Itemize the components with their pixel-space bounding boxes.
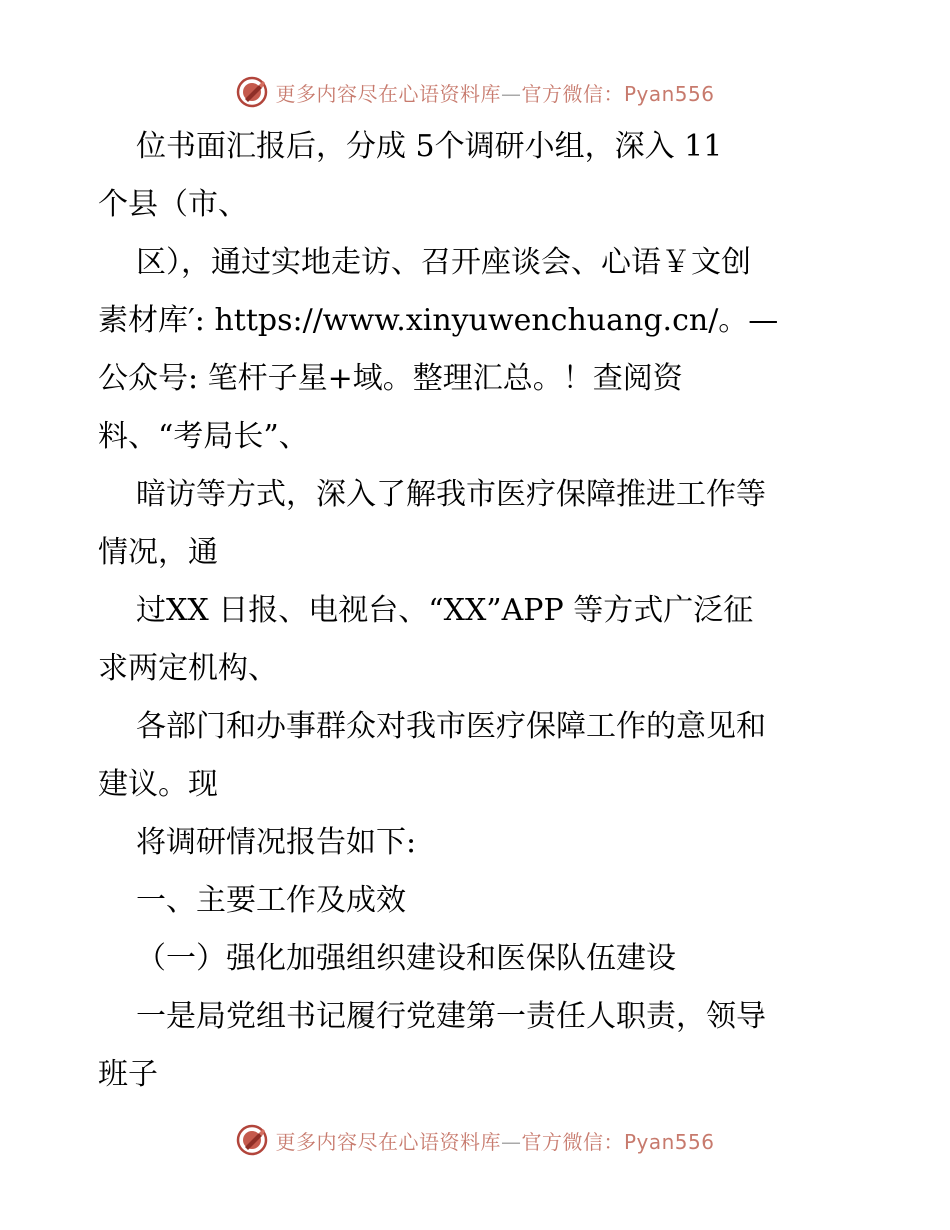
body-line: 料、“考局长”、 bbox=[98, 419, 309, 454]
body-line: 区），通过实地走访、召开座谈会、心语￥文创 bbox=[136, 245, 751, 280]
pen-seal-icon bbox=[235, 75, 269, 109]
watermark-text: 更多内容尽在心语资料库—官方微信：Pyan556 bbox=[275, 1129, 715, 1154]
body-line: 个县（市、 bbox=[98, 187, 248, 222]
body-line: 暗访等方式，深入了解我市医疗保障推进工作等 bbox=[136, 477, 766, 512]
watermark-text: 更多内容尽在心语资料库—官方微信：Pyan556 bbox=[275, 81, 715, 106]
footer-watermark bbox=[0, 1120, 950, 1160]
body-line: 素材库′: https://www.xinyuwenchuang.cn/。— bbox=[98, 303, 779, 338]
body-line: 情况，通 bbox=[98, 535, 218, 570]
body-line: 求两定机构、 bbox=[98, 651, 278, 686]
subsection-heading: （一）强化加强组织建设和医保队伍建设 bbox=[136, 941, 676, 976]
pen-seal-icon bbox=[235, 1123, 269, 1157]
body-line: 公众号: 笔杆子星+域。整理汇总。！查阅资 bbox=[98, 361, 683, 396]
body-line: 一是局党组书记履行党建第一责任人职责，领导 bbox=[136, 999, 766, 1034]
body-line: 过XX 日报、电视台、“XX”APP 等方式广泛征 bbox=[136, 593, 754, 628]
body-line: 班子 bbox=[98, 1057, 158, 1092]
header-watermark bbox=[0, 72, 950, 112]
document-body bbox=[98, 118, 858, 1104]
body-line: 各部门和办事群众对我市医疗保障工作的意见和 bbox=[136, 709, 766, 744]
section-heading: 一、主要工作及成效 bbox=[136, 883, 406, 918]
body-line: 建议。现 bbox=[98, 767, 218, 802]
body-line: 位书面汇报后，分成 5个调研小组，深入 11 bbox=[136, 129, 723, 164]
body-line: 将调研情况报告如下: bbox=[136, 825, 417, 860]
